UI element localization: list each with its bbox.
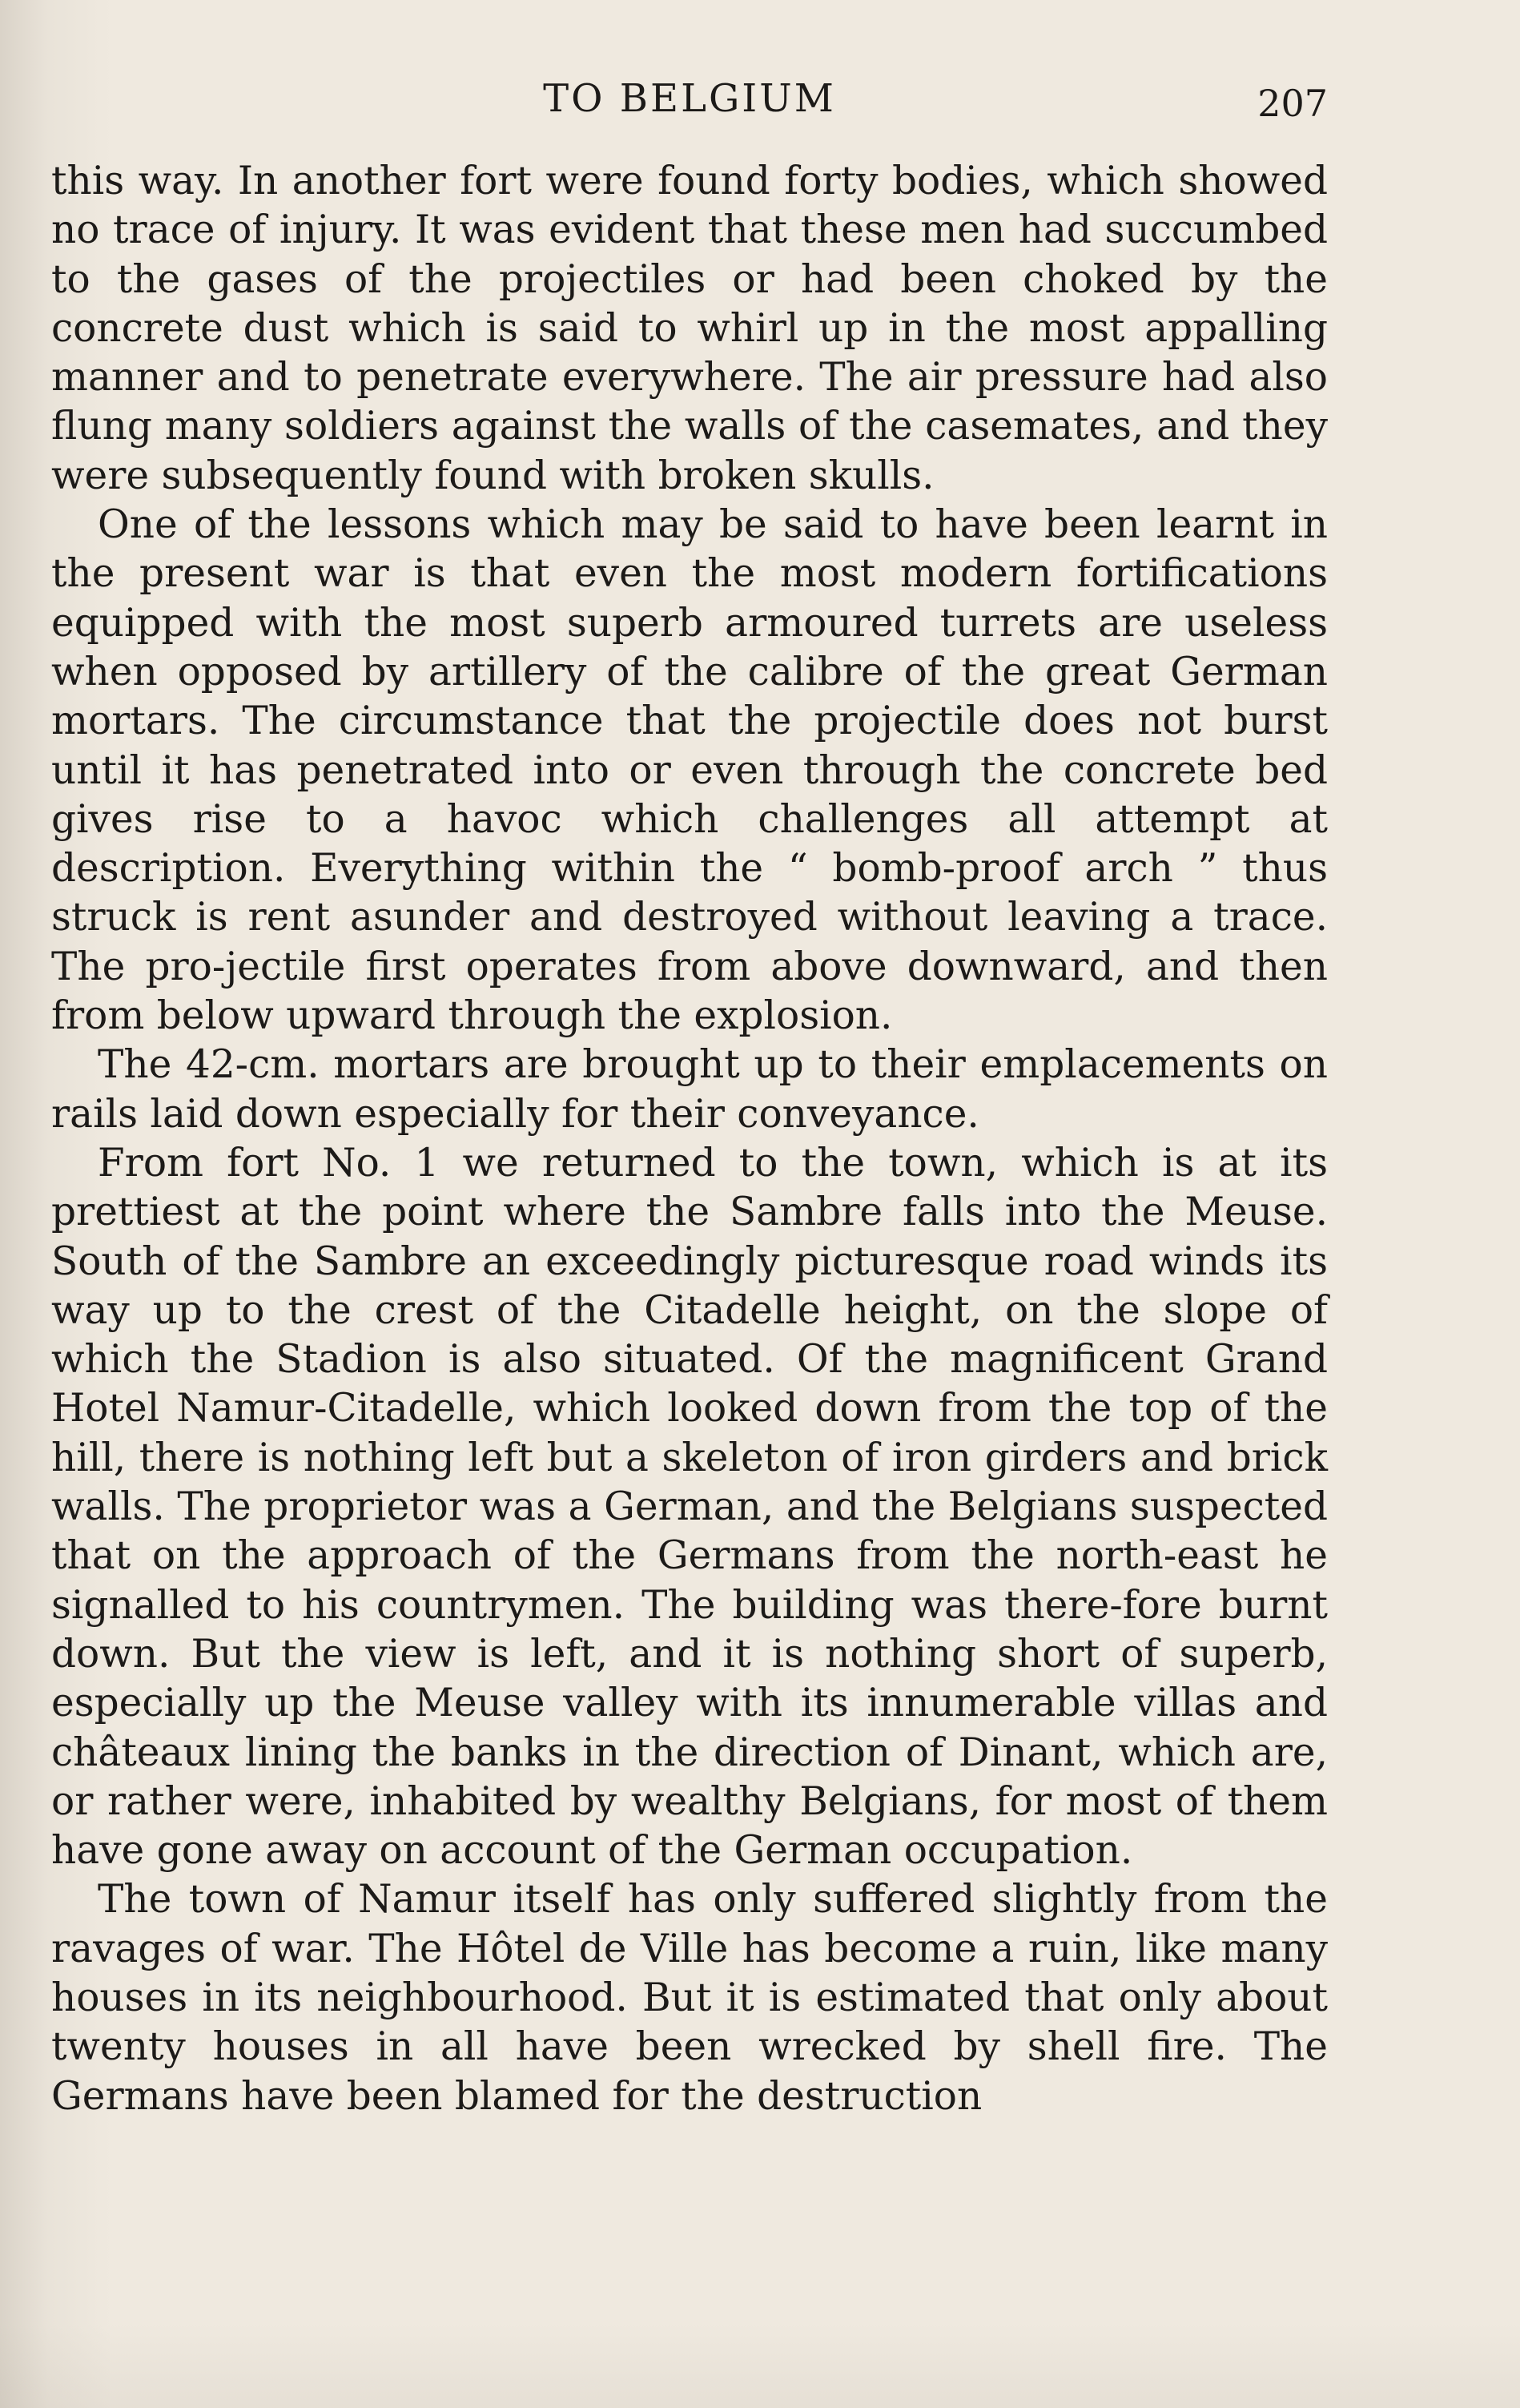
paragraph-5: The town of Namur itself has only suffered slightly from the ravages of war. The Hôtel de Ville has become a ruin, like many houses in its neighbourhood. But it is estimated that only about twenty houses in all have been wrecked by shell fire. The Germans have been blamed for the destruction xyxy=(51,1877,1328,2119)
body-text xyxy=(51,157,1328,2121)
running-head xyxy=(51,70,1328,127)
paragraph-4: From fort No. 1 we returned to the town, which is at its prettiest at the point where the Sambre falls into the Meuse. South of the Sambre an exceedingly picturesque road winds its way up to the crest of the Citadelle height, on the slope of which the Stadion is also situated. Of the magnificent Grand Hotel Namur-Citadelle, which looked down from the top of the hill, there is nothing left but a skeleton of iron girders and brick walls. The proprietor was a German, and the Belgians suspected that on the approach of the Germans from the north-east he signalled to his countrymen. The building was there-fore burnt down. But the view is left, and it is nothing short of superb, especially up the Meuse valley with its innumerable villas and châteaux lining the banks in the direction of Dinant, which are, or rather were, inhabited by wealthy Belgians, for most of them have gone away on account of the German occupation. xyxy=(51,1140,1328,1874)
page-number: 207 xyxy=(1257,82,1328,125)
paragraph-2: One of the lessons which may be said to have been learnt in the present war is that even the most modern fortifications equipped with the most superb armoured turrets are useless when opposed by artillery of the calibre of the great German mortars. The circumstance that the projectile does not burst until it has penetrated into or even through the concrete bed gives rise to a havoc which challenges all attempt at description. Everything within the “ bomb-proof arch ” thus struck is rent asunder and destroyed without leaving a trace. The pro-jectile first operates from above downward, and then from below upward through the explosion. xyxy=(51,502,1328,1039)
paragraph-3: The 42-cm. mortars are brought up to their emplacements on rails laid down especially for their conveyance. xyxy=(51,1042,1328,1137)
paragraph-1: this way. In another fort were found forty bodies, which showed no trace of injury. It was evident that these men had succumbed to the gases of the projectiles or had been choked by the concrete dust which is said to whirl up in the most appalling manner and to penetrate everywhere. The air pressure had also flung many soldiers against the walls of the casemates, and they were subsequently found with broken skulls. xyxy=(51,159,1328,498)
running-title: TO BELGIUM xyxy=(543,76,836,121)
